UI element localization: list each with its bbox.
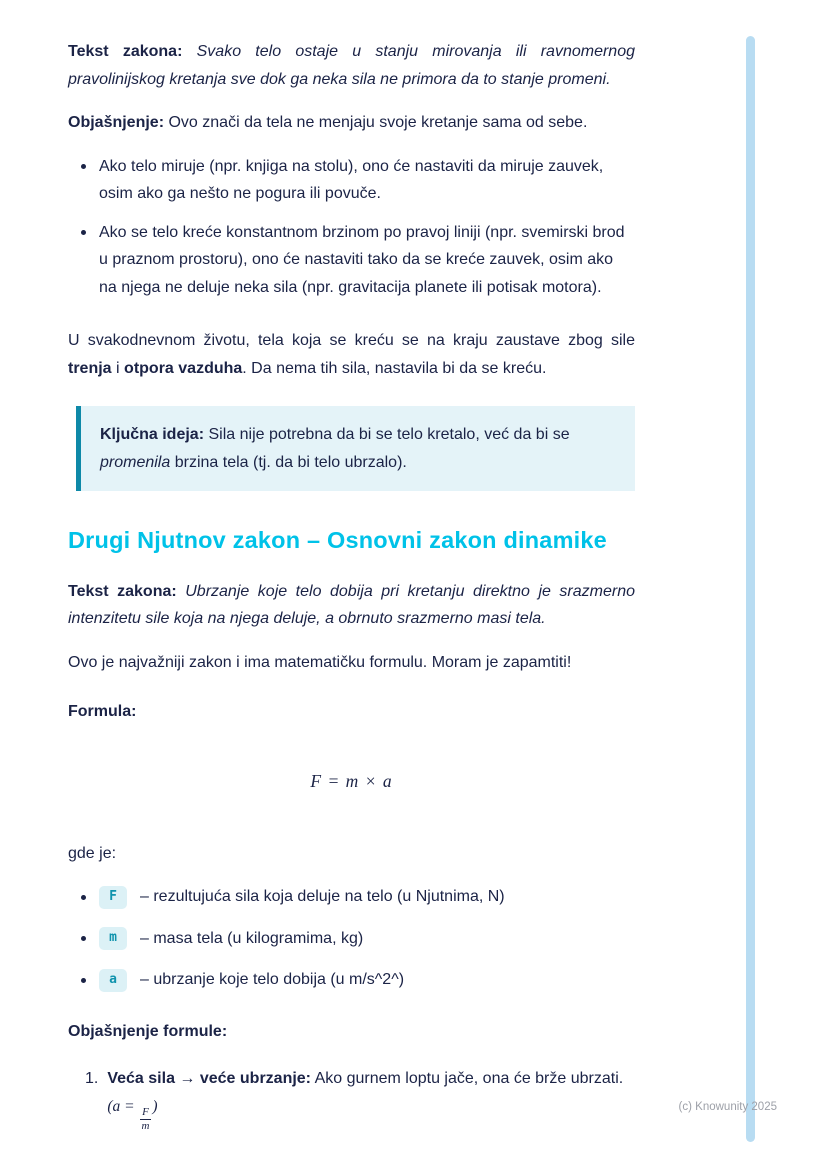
variable-item xyxy=(68,966,635,994)
variable-item xyxy=(68,883,635,911)
vertical-scrollbar[interactable] xyxy=(746,36,755,1142)
second-law-statement: Ubrzanje koje telo dobija pri kretanju direktno je srazmerno intenzitetu sile koja na njega deluje, a obrnuto srazmerno masi tela. xyxy=(68,582,636,628)
note-content xyxy=(68,38,635,1132)
item-number: 1. xyxy=(85,1070,99,1088)
callout-text-italic: promenila xyxy=(100,453,171,471)
text-run: . Da nema tih sila, nastavila bi da se kreću. xyxy=(242,359,547,377)
item-bold-lead: Veća sila → veće ubrzanje: xyxy=(107,1070,312,1088)
item-text: Ako gurnem loptu jače, ona će brže ubrzati. xyxy=(314,1070,624,1088)
gde-je-label: gde je: xyxy=(68,844,117,862)
fraction-denominator: m xyxy=(141,1119,150,1132)
label-tekst-zakona: Tekst zakona: xyxy=(68,43,183,60)
variable-description: – ubrzanje koje telo dobija (u m/s^2^) xyxy=(140,971,405,989)
code-badge-a: a xyxy=(99,969,127,992)
variable-description: – rezultujuća sila koja deluje na telo (u Njutnima, N) xyxy=(140,888,505,906)
label-tekst-zakona: Tekst zakona: xyxy=(68,582,177,600)
list-item-text: Ako telo miruje (npr. knjiga na stolu), ono će nastaviti da miruje zauvek, osim ako ga nešto ne pogura ili povuče. xyxy=(99,157,604,203)
callout-label: Ključna ideja: xyxy=(100,426,205,444)
bullet-icon xyxy=(81,895,86,900)
explanation-text: Ovo znači da tela ne menjaju svoje kretanje sama od sebe. xyxy=(168,114,588,132)
fraction-numerator: F xyxy=(142,1105,149,1118)
paragraph-explanation xyxy=(68,109,635,137)
variable-description: – masa tela (u kilogramima, kg) xyxy=(140,929,364,947)
code-badge-F: F xyxy=(99,886,127,909)
math-close: ) xyxy=(152,1097,158,1115)
bullet-icon xyxy=(81,978,86,983)
callout-text: brzina tela (tj. da bi telo ubrzalo). xyxy=(174,453,407,471)
numbered-item-text xyxy=(107,1065,635,1132)
list-item xyxy=(68,219,635,302)
bullet-list-first-law xyxy=(68,153,635,302)
key-idea-callout xyxy=(76,406,635,491)
bullet-icon xyxy=(81,936,86,941)
paragraph-importance: Ovo je najvažniji zakon i ima matematičku formulu. Moram je zapamtiti! xyxy=(68,653,572,671)
text-run-bold: trenja xyxy=(68,359,112,377)
first-law-statement: Svako telo ostaje u stanju mirovanja ili ravnomernog pravolinijskog kretanja sve dok ga neka sila ne primora da to stanje promeni. xyxy=(68,43,636,88)
copyright-footer: (c) Knowunity 2025 xyxy=(678,1101,777,1113)
variable-item xyxy=(68,925,635,953)
list-item-text: Ako se telo kreće konstantnom brzinom po pravoj liniji (npr. svemirski brod u praznom prostoru), ono će nastaviti tako da se kreće zauvek, osim ako na njega ne deluje neka sila (npr. gravitacija planete ili potisak motora). xyxy=(99,223,625,296)
paragraph-second-law xyxy=(68,578,635,633)
formula-label: Formula: xyxy=(68,703,137,721)
callout-text: Sila nije potrebna da bi se telo kretalo, već da bi se xyxy=(208,426,570,444)
explain-formula-label: Objašnjenje formule: xyxy=(68,1022,228,1040)
numbered-item xyxy=(68,1065,635,1132)
numbered-list xyxy=(68,1065,635,1132)
bullet-icon xyxy=(81,230,86,235)
section-heading-second-law: Drugi Njutnov zakon – Osnovni zakon dinamike xyxy=(68,527,607,554)
math-open: (a = xyxy=(107,1097,135,1115)
text-run: i xyxy=(116,359,120,377)
paragraph-everyday-life xyxy=(68,327,635,382)
paragraph-first-law xyxy=(68,38,635,93)
text-run-bold: otpora vazduha xyxy=(124,359,243,377)
bullet-icon xyxy=(81,164,86,169)
code-badge-m: m xyxy=(99,927,127,950)
label-objasnjenje: Objašnjenje: xyxy=(68,114,165,132)
formula-display: F = m × a xyxy=(310,770,393,791)
list-item xyxy=(68,153,635,208)
variables-list xyxy=(68,883,635,994)
text-run: U svakodnevnom životu, tela koja se kreću se na kraju zaustave zbog sile xyxy=(68,332,635,350)
